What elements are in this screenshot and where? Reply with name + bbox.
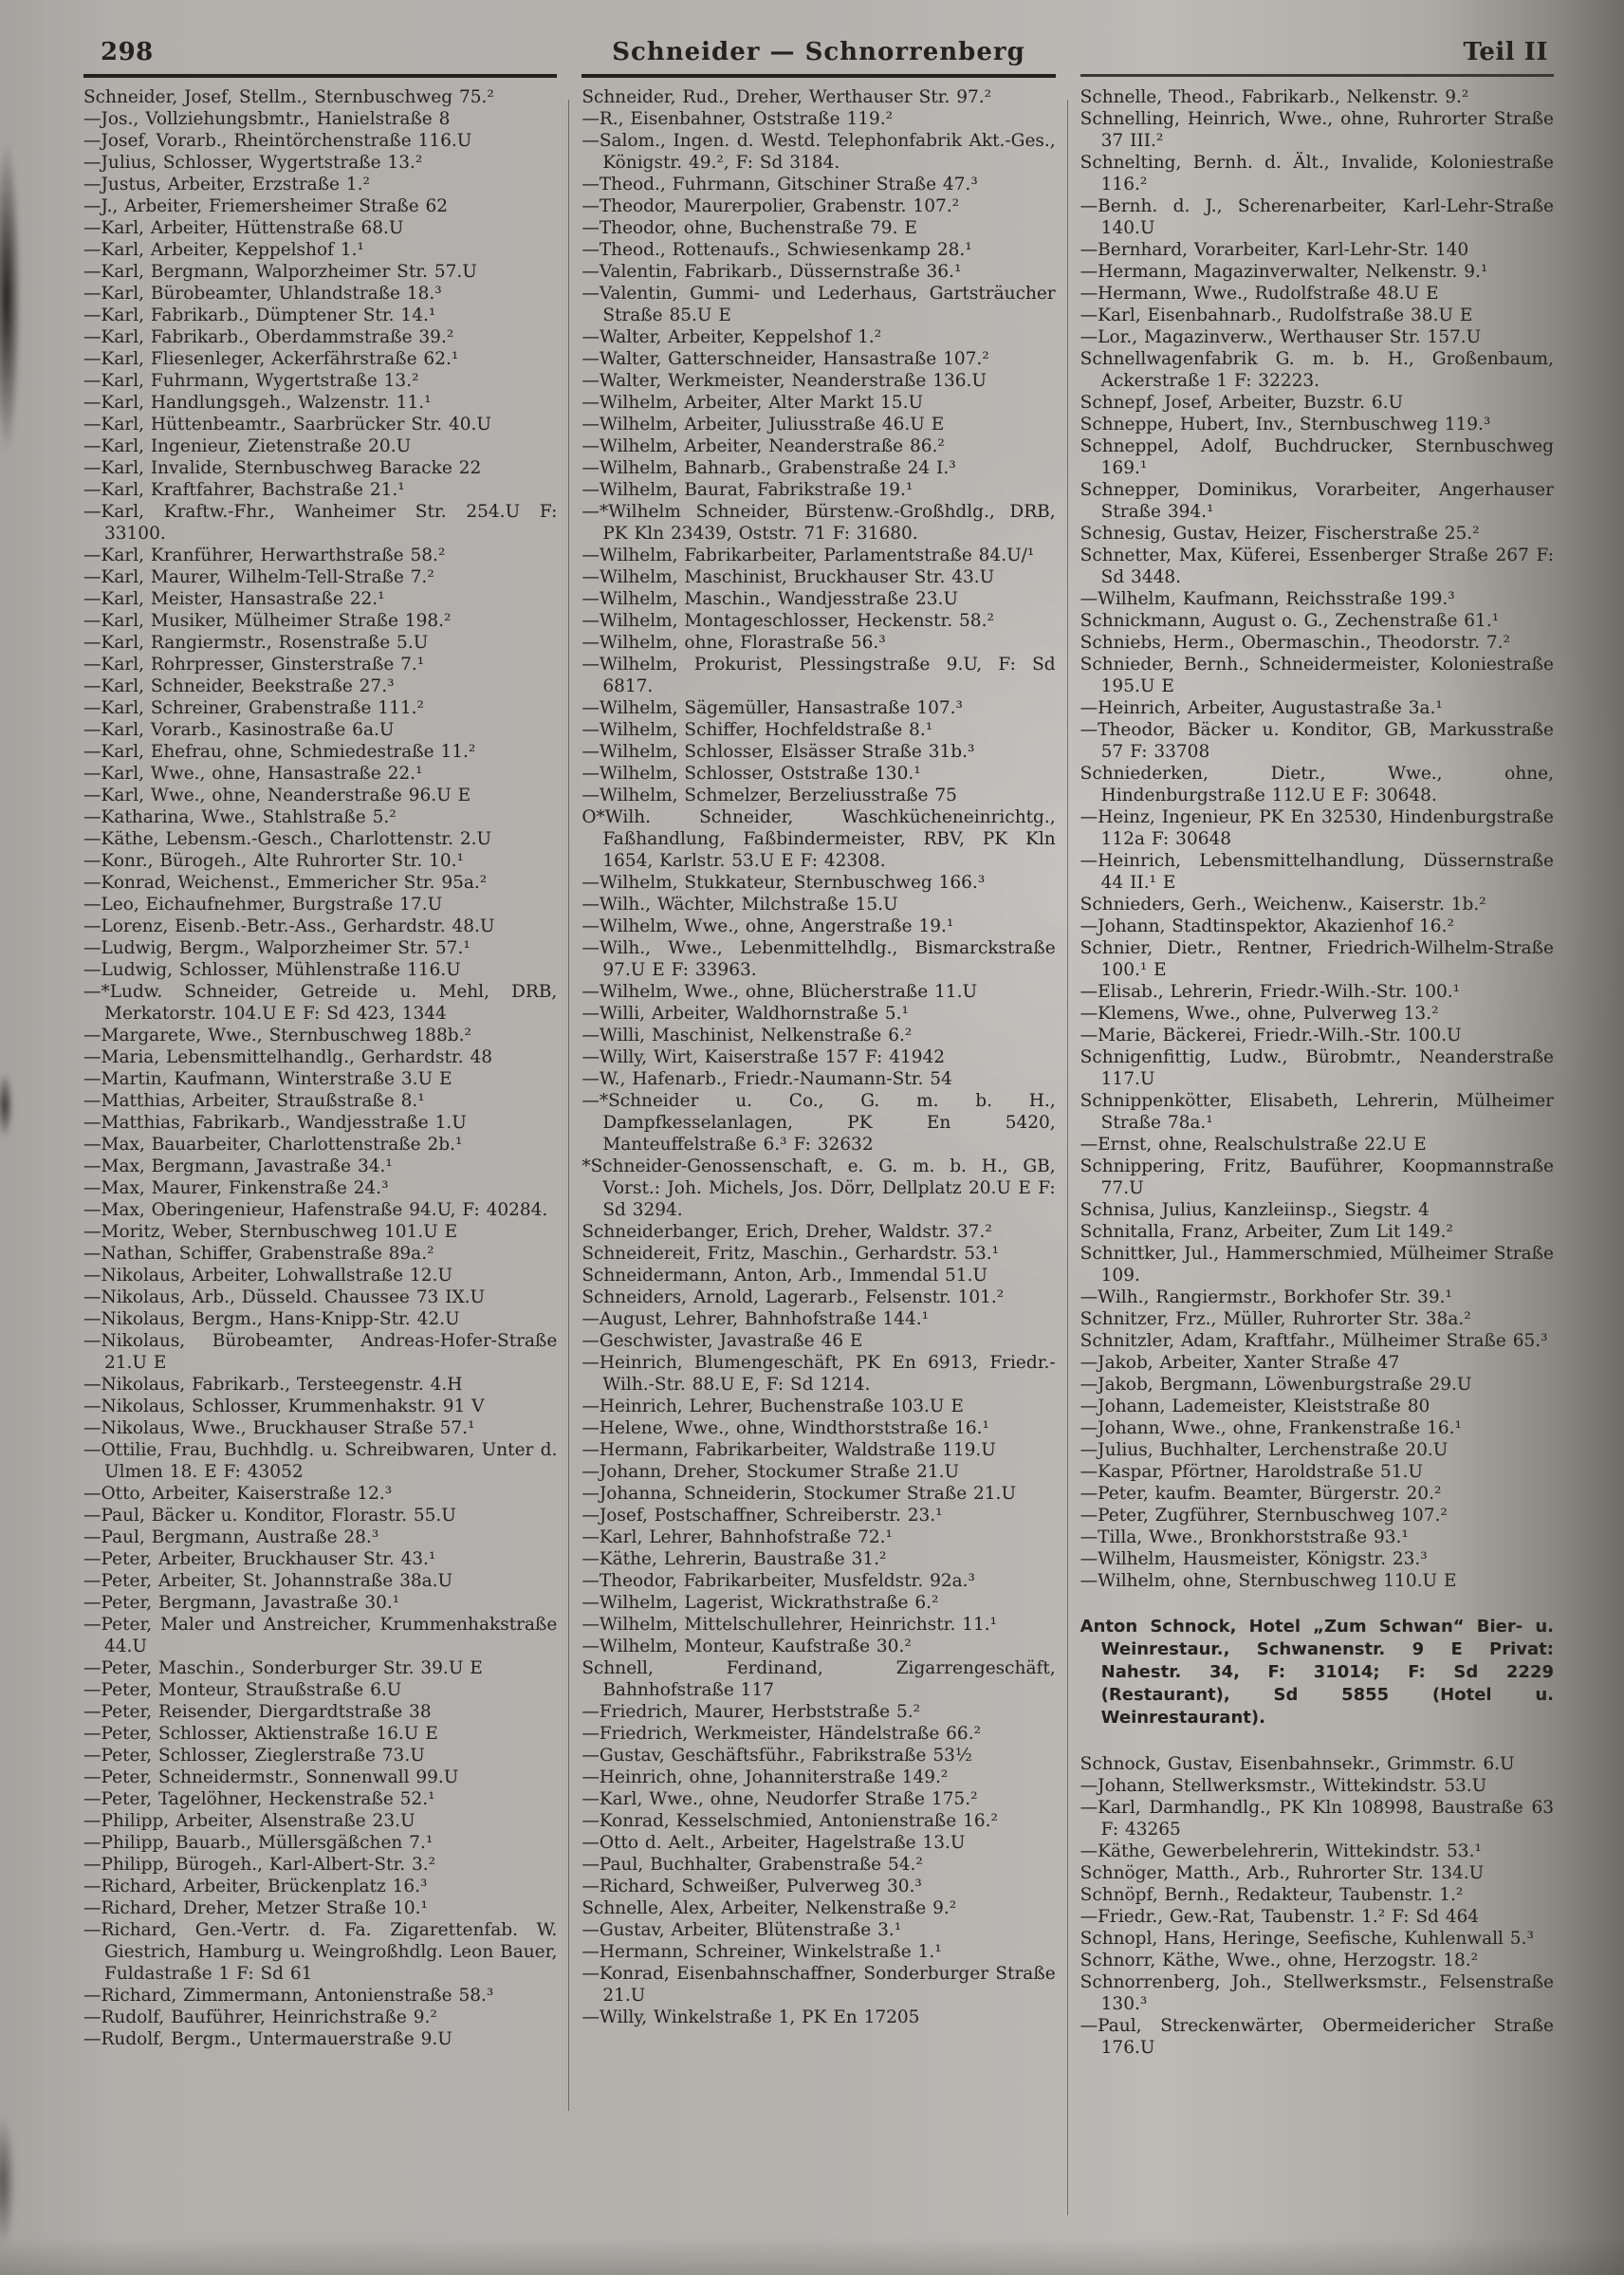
directory-entry: Schneiderbanger, Erich, Dreher, Waldstr. 37.² [581, 1222, 992, 1242]
directory-entry: —Karl, Kraftfahrer, Bachstraße 21.¹ [83, 480, 405, 500]
directory-entry: —Nikolaus, Arb., Düsseld. Chaussee 73 IX.U [83, 1287, 486, 1307]
directory-entry: O*Wilh. Schneider, Waschkücheneinrichtg., Faßhandlung, Faßbindermeister, RBV, PK Kln 1654, Karlstr. 53.U E F: 42308. [581, 807, 1056, 871]
directory-entry: —Martin, Kaufmann, Winterstraße 3.U E [83, 1069, 452, 1089]
header-rule [83, 74, 1554, 78]
directory-entry: —Karl, Invalide, Sternbuschweg Baracke 22 [83, 458, 482, 478]
directory-entry: —Peter, Maler und Anstreicher, Krummenhakstraße 44.U [83, 1615, 558, 1656]
directory-entry: —Johann, Stellwerksmstr., Wittekindstr. 53.U [1080, 1776, 1487, 1796]
directory-entry: Schneider, Rud., Dreher, Werthauser Str. 97.² [581, 87, 992, 107]
directory-entry: —Josef, Vorarb., Rheintörchenstraße 116.U [83, 131, 472, 151]
directory-entry: —Otto d. Aelt., Arbeiter, Hagelstraße 13.U [581, 1833, 966, 1853]
directory-entry: —Matthias, Arbeiter, Straußstraße 8.¹ [83, 1091, 425, 1111]
directory-entry: Schnelle, Theod., Fabrikarb., Nelkenstr. 9.² [1080, 87, 1469, 107]
page-bottom-shadow [0, 2237, 1624, 2275]
directory-entry: —Wilhelm, Maschin., Wandjesstraße 23.U [581, 589, 959, 609]
directory-entry: —Heinrich, ohne, Johanniterstraße 149.² [581, 1767, 949, 1787]
directory-entry: —Helene, Wwe., ohne, Windthorststraße 16.¹ [581, 1418, 989, 1438]
directory-entry: —Heinrich, Lebensmittelhandlung, Düssernstraße 44 II.¹ E [1080, 851, 1554, 893]
directory-entry: *Schneider-Genossenschaft, e. G. m. b. H., GB, Vorst.: Joh. Michels, Jos. Dörr, Dellplatz 20.U E F: Sd 3294. [581, 1156, 1056, 1220]
directory-entry: —Walter, Werkmeister, Neanderstraße 136.U [581, 371, 987, 391]
section-label: Teil II [1463, 38, 1548, 66]
directory-entry: —Klemens, Wwe., ohne, Pulverweg 13.² [1080, 1004, 1439, 1024]
directory-entry: —Wilhelm, Baurat, Fabrikstraße 19.¹ [581, 480, 914, 500]
directory-entry: —Karl, Handlungsgeh., Walzenstr. 11.¹ [83, 393, 432, 413]
directory-entry: —Karl, Wwe., ohne, Neudorfer Straße 175.² [581, 1789, 978, 1809]
directory-entry: —Konrad, Eisenbahnschaffner, Sonderburger Straße 21.U [581, 1964, 1056, 2006]
directory-entry: —Peter, Schneidermstr., Sonnenwall 99.U [83, 1767, 459, 1787]
directory-entry: —Wilhelm, Mittelschullehrer, Heinrichstr. 11.¹ [581, 1615, 998, 1635]
directory-entry: —Peter, Bergmann, Javastraße 30.¹ [83, 1593, 400, 1613]
directory-entry: —Josef, Postschaffner, Schreiberstr. 23.¹ [581, 1506, 943, 1526]
directory-entry: —Theodor, Fabrikarbeiter, Musfeldstr. 92a.³ [581, 1571, 975, 1591]
directory-entry: —Käthe, Gewerbelehrerin, Wittekindstr. 53.¹ [1080, 1841, 1482, 1861]
directory-entry: —Konrad, Kesselschmied, Antonienstraße 16.² [581, 1811, 998, 1831]
directory-entry: Schneider, Josef, Stellm., Sternbuschweg 75.² [83, 87, 494, 107]
directory-entry: —Peter, Tagelöhner, Heckenstraße 52.¹ [83, 1789, 435, 1809]
directory-entry: —Karl, Fabrikarb., Oberdammstraße 39.² [83, 327, 454, 347]
directory-entry: —Jakob, Bergmann, Löwenburgstraße 29.U [1080, 1375, 1472, 1395]
directory-entry: —Richard, Arbeiter, Brückenplatz 16.³ [83, 1877, 428, 1896]
directory-entry: —Lorenz, Eisenb.-Betr.-Ass., Gerhardstr. 48.U [83, 916, 495, 936]
directory-entry: —Konr., Bürogeh., Alte Ruhrorter Str. 10.¹ [83, 851, 464, 871]
directory-entry: —Willy, Winkelstraße 1, PK En 17205 [581, 2007, 920, 2027]
directory-entry: —Wilhelm, Arbeiter, Alter Markt 15.U [581, 393, 924, 413]
directory-entry: —Konrad, Weichenst., Emmericher Str. 95a.² [83, 873, 488, 893]
directory-entry: Schnelling, Heinrich, Wwe., ohne, Ruhrorter Straße 37 III.² [1080, 109, 1554, 151]
directory-entry: —Wilhelm, Schmelzer, Berzeliusstraße 75 [581, 786, 957, 805]
directory-entry: —Theod., Fuhrmann, Gitschiner Straße 47.³ [581, 175, 978, 194]
directory-entry: Schnitzler, Adam, Kraftfahr., Mülheimer Straße 65.³ [1080, 1331, 1548, 1351]
directory-entry: Schnitzer, Frz., Müller, Ruhrorter Str. 38a.² [1080, 1309, 1471, 1329]
header-rule-segment [1080, 74, 1554, 77]
directory-entry: —Heinz, Ingenieur, PK En 32530, Hindenburgstraße 112a F: 30648 [1080, 807, 1554, 849]
directory-entry: —*Ludw. Schneider, Getreide u. Mehl, DRB, Merkatorstr. 104.U E F: Sd 423, 1344 [83, 982, 558, 1024]
directory-entry: —Wilhelm, Arbeiter, Neanderstraße 86.² [581, 436, 945, 456]
directory-entry: Schnepf, Josef, Arbeiter, Buzstr. 6.U [1080, 393, 1404, 413]
directory-entry: Schnigenfittig, Ludw., Bürobmtr., Neanderstraße 117.U [1080, 1047, 1554, 1089]
directory-entry: —Wilhelm, Maschinist, Bruckhauser Str. 43.U [581, 567, 995, 587]
directory-entry: Schnopl, Hans, Heringe, Seefische, Kuhlenwall 5.³ [1080, 1929, 1534, 1949]
directory-entry: —Wilhelm, Arbeiter, Juliusstraße 46.U E [581, 415, 945, 435]
directory-entry: Schneidermann, Anton, Arb., Immendal 51.U [581, 1266, 988, 1285]
directory-entry: —Gustav, Arbeiter, Blütenstraße 3.¹ [581, 1920, 902, 1940]
directory-entry: —Karl, Bürobeamter, Uhlandstraße 18.³ [83, 284, 442, 304]
directory-entry: —Wilhelm, Monteur, Kaufstraße 30.² [581, 1637, 912, 1656]
directory-entry: —Rudolf, Bauführer, Heinrichstraße 9.² [83, 2007, 437, 2027]
directory-entry: —Karl, Wwe., ohne, Neanderstraße 96.U E [83, 786, 471, 805]
page-header [83, 38, 1554, 66]
directory-entry: —August, Lehrer, Bahnhofstraße 144.¹ [581, 1309, 930, 1329]
directory-entry: Schnetter, Max, Küferei, Essenberger Straße 267 F: Sd 3448. [1080, 546, 1554, 587]
directory-entry: Schnepper, Dominikus, Vorarbeiter, Angerhauser Straße 394.¹ [1080, 480, 1554, 522]
directory-entry: —Wilhelm, Kaufmann, Reichsstraße 199.³ [1080, 589, 1455, 609]
directory-entry: Schnier, Dietr., Rentner, Friedrich-Wilhelm-Straße 100.¹ E [1080, 938, 1554, 980]
directory-entry: —Karl, Kraftw.-Fhr., Wanheimer Str. 254.U F: 33100. [83, 502, 558, 544]
directory-entry: —Wilhelm, Fabrikarbeiter, Parlamentstraße 84.U/¹ [581, 546, 1035, 565]
directory-entry: —Wilhelm, ohne, Sternbuschweg 110.U E [1080, 1571, 1457, 1591]
directory-entry: —Karl, Musiker, Mülheimer Straße 198.² [83, 611, 452, 631]
directory-entry: —Wilhelm, ohne, Florastraße 56.³ [581, 633, 886, 653]
directory-entry: —Friedr., Gew.-Rat, Taubenstr. 1.² F: Sd 464 [1080, 1907, 1480, 1927]
directory-entry: —Johann, Wwe., ohne, Frankenstraße 16.¹ [1080, 1418, 1462, 1438]
directory-entry: —Ludwig, Bergm., Walporzheimer Str. 57.¹ [83, 938, 471, 958]
directory-entry: —Salom., Ingen. d. Westd. Telephonfabrik Akt.-Ges., Königstr. 49.², F: Sd 3184. [581, 131, 1056, 173]
directory-entry: —Friedrich, Maurer, Herbststraße 5.² [581, 1702, 921, 1722]
directory-entry: Schnieders, Gerh., Weichenw., Kaiserstr. 1b.² [1080, 895, 1486, 915]
directory-entry: —Margarete, Wwe., Sternbuschweg 188b.² [83, 1026, 471, 1045]
directory-entry: —Paul, Bäcker u. Konditor, Florastr. 55.U [83, 1506, 456, 1526]
directory-entry: Schnesig, Gustav, Heizer, Fischerstraße 25.² [1080, 524, 1480, 544]
directory-entry: —Heinrich, Arbeiter, Augustastraße 3a.¹ [1080, 698, 1443, 718]
directory-entry: —Nikolaus, Wwe., Bruckhauser Straße 57.¹ [83, 1418, 475, 1438]
directory-entry: Schneppe, Hubert, Inv., Sternbuschweg 119.³ [1080, 415, 1491, 435]
column-divider-rule [568, 100, 569, 2111]
directory-entry: —Otto, Arbeiter, Kaiserstraße 12.³ [83, 1484, 393, 1504]
directory-entry: —Hermann, Schreiner, Winkelstraße 1.¹ [581, 1942, 942, 1962]
directory-entry: —Karl, Schreiner, Grabenstraße 111.² [83, 698, 424, 718]
directory-entry: —Karl, Fliesenleger, Ackerfährstraße 62.¹ [83, 349, 459, 369]
directory-entry: —Peter, Arbeiter, Bruckhauser Str. 43.¹ [83, 1549, 436, 1569]
directory-entry: —Willi, Arbeiter, Waldhornstraße 5.¹ [581, 1004, 909, 1024]
directory-entry: Schnell, Ferdinand, Zigarrengeschäft, Bahnhofstraße 117 [581, 1658, 1056, 1700]
scan-ink-smudge [0, 140, 21, 453]
directory-entry: —Wilhelm, Hausmeister, Königstr. 23.³ [1080, 1549, 1428, 1569]
directory-entry: —Peter, Monteur, Straußstraße 6.U [83, 1680, 402, 1700]
directory-entry: —Heinrich, Blumengeschäft, PK En 6913, Friedr.-Wilh.-Str. 88.U E, F: Sd 1214. [581, 1353, 1056, 1395]
directory-entry: —Jos., Vollziehungsbmtr., Hanielstraße 8 [83, 109, 451, 129]
directory-entry: —Friedrich, Werkmeister, Händelstraße 66.² [581, 1724, 981, 1744]
scan-ink-smudge [0, 2116, 15, 2248]
page-number: 298 [101, 38, 154, 66]
directory-entry: —Matthias, Fabrikarb., Wandjesstraße 1.U [83, 1113, 467, 1133]
directory-entry: —Ottilie, Frau, Buchhdlg. u. Schreibwaren, Unter d. Ulmen 18. E F: 43052 [83, 1440, 558, 1482]
directory-entry: —Karl, Eisenbahnarb., Rudolfstraße 38.U E [1080, 305, 1473, 325]
directory-entry: —Richard, Gen.-Vertr. d. Fa. Zigarettenfab. W. Giestrich, Hamburg u. Weingroßhdlg. Leon Bauer, Fuldastraße 1 F: Sd 61 [83, 1920, 558, 1984]
directory-entry: —Wilhelm, Montageschlosser, Heckenstr. 58.² [581, 611, 994, 631]
directory-entry: Schnock, Gustav, Eisenbahnsekr., Grimmstr. 6.U [1080, 1754, 1515, 1774]
directory-entry: —Hermann, Wwe., Rudolfstraße 48.U E [1080, 284, 1439, 304]
directory-entry: —Philipp, Bauarb., Müllersgäßchen 7.¹ [83, 1833, 434, 1853]
directory-entry: —Elisab., Lehrerin, Friedr.-Wilh.-Str. 100.¹ [1080, 982, 1461, 1002]
directory-entry: —Peter, Reisender, Diergardtstraße 38 [83, 1702, 432, 1722]
directory-entry: —Kaspar, Pförtner, Haroldstraße 51.U [1080, 1462, 1423, 1482]
directory-entry: —Willi, Maschinist, Nelkenstraße 6.² [581, 1026, 913, 1045]
directory-entry: Schnittker, Jul., Hammerschmied, Mülheimer Straße 109. [1080, 1244, 1554, 1285]
directory-entry: —R., Eisenbahner, Oststraße 119.² [581, 109, 894, 129]
directory-entry: —Karl, Ingenieur, Zietenstraße 20.U [83, 436, 412, 456]
directory-entry: —Paul, Buchhalter, Grabenstraße 54.² [581, 1855, 923, 1875]
directory-entry: —Julius, Schlosser, Wygertstraße 13.² [83, 153, 423, 173]
directory-entry: —Karl, Arbeiter, Hüttenstraße 68.U [83, 218, 404, 238]
directory-entry: Schnellwagenfabrik G. m. b. H., Großenbaum, Ackerstraße 1 F: 32223. [1080, 349, 1554, 391]
header-rule-segment [581, 74, 1055, 78]
directory-entry: —Theod., Rottenaufs., Schwiesenkamp 28.¹ [581, 240, 972, 260]
directory-entry: —Peter, kaufm. Beamter, Bürgerstr. 20.² [1080, 1484, 1442, 1504]
directory-entry: —Leo, Eichaufnehmer, Burgstraße 17.U [83, 895, 443, 915]
directory-entry: Schnöger, Matth., Arb., Ruhrorter Str. 134.U [1080, 1863, 1485, 1883]
directory-entry: —Max, Bergmann, Javastraße 34.¹ [83, 1156, 393, 1176]
directory-entry: —Wilhelm, Stukkateur, Sternbuschweg 166.³ [581, 873, 986, 893]
directory-entry: —Nikolaus, Bergm., Hans-Knipp-Str. 42.U [83, 1309, 460, 1329]
directory-entry: Schnisa, Julius, Kanzleiinsp., Siegstr. 4 [1080, 1200, 1430, 1220]
directory-entry: —Karl, Rohrpresser, Ginsterstraße 7.¹ [83, 655, 425, 675]
directory-entry: Schnickmann, August o. G., Zechenstraße 61.¹ [1080, 611, 1500, 631]
scan-ink-smudge [0, 1072, 13, 1138]
column-left [83, 86, 557, 2059]
directory-entry: —Max, Bauarbeiter, Charlottenstraße 2b.¹ [83, 1135, 463, 1155]
directory-entry: —Karl, Vorarb., Kasinostraße 6a.U [83, 720, 395, 740]
directory-entry: —Geschwister, Javastraße 46 E [581, 1331, 863, 1351]
directory-columns [83, 86, 1554, 2059]
running-title: Schneider — Schnorrenberg [612, 38, 1025, 66]
directory-entry: —Maria, Lebensmittelhandlg., Gerhardstr. 48 [83, 1047, 492, 1067]
directory-entry: —Wilhelm, Schlosser, Oststraße 130.¹ [581, 764, 921, 784]
directory-entry: —Nikolaus, Schlosser, Krummenhakstr. 91 V [83, 1396, 485, 1416]
directory-entry: —Karl, Darmhandlg., PK Kln 108998, Baustraße 63 F: 43265 [1080, 1798, 1554, 1840]
directory-entry: —Hermann, Fabrikarbeiter, Waldstraße 119.U [581, 1440, 996, 1460]
directory-entry: —Käthe, Lebensm.-Gesch., Charlottenstr. 2.U [83, 829, 492, 849]
directory-entry: —Karl, Fuhrmann, Wygertstraße 13.² [83, 371, 419, 391]
column-divider-rule [1067, 100, 1068, 2215]
directory-entry: —Max, Maurer, Finkenstraße 24.³ [83, 1178, 389, 1198]
directory-entry: —Ernst, ohne, Realschulstraße 22.U E [1080, 1135, 1427, 1155]
directory-entry: —Lor., Magazinverw., Werthauser Str. 157.U [1080, 327, 1482, 347]
directory-entry: Schnelle, Alex, Arbeiter, Nelkenstraße 9.² [581, 1898, 957, 1918]
directory-entry: —Marie, Bäckerei, Friedr.-Wilh.-Str. 100.U [1080, 1026, 1462, 1045]
directory-entry: Schnitalla, Franz, Arbeiter, Zum Lit 149.² [1080, 1222, 1453, 1242]
directory-entry: —Theodor, Maurerpolier, Grabenstr. 107.² [581, 196, 960, 216]
directory-entry: —Valentin, Gummi- und Lederhaus, Gartsträucher Straße 85.U E [581, 284, 1056, 325]
directory-entry: —Paul, Streckenwärter, Obermeidericher Straße 176.U [1080, 2016, 1554, 2058]
directory-entry: —Peter, Arbeiter, St. Johannstraße 38a.U [83, 1571, 453, 1591]
directory-entry: —Hermann, Magazinverwalter, Nelkenstr. 9.¹ [1080, 262, 1488, 282]
directory-entry: —Karl, Ehefrau, ohne, Schmiedestraße 11.² [83, 742, 476, 762]
directory-entry: —Wilhelm, Sägemüller, Hansastraße 107.³ [581, 698, 963, 718]
directory-entry: —Nathan, Schiffer, Grabenstraße 89a.² [83, 1244, 434, 1264]
directory-entry: Schniebs, Herm., Obermaschin., Theodorstr. 7.² [1080, 633, 1510, 653]
directory-entry: Schneppel, Adolf, Buchdrucker, Sternbuschweg 169.¹ [1080, 436, 1554, 478]
directory-entry: Schnorr, Käthe, Wwe., ohne, Herzogstr. 18.² [1080, 1951, 1479, 1970]
directory-entry: —Karl, Kranführer, Herwarthstraße 58.² [83, 546, 446, 565]
directory-entry: —Karl, Fabrikarb., Dümptener Str. 14.¹ [83, 305, 436, 325]
directory-entry: —Karl, Wwe., ohne, Hansastraße 22.¹ [83, 764, 423, 784]
header-rule-segment [83, 74, 557, 78]
column-center [581, 86, 1055, 2059]
directory-entry: —*Wilhelm Schneider, Bürstenw.-Großhdlg., DRB, PK Kln 23439, Oststr. 71 F: 31680. [581, 502, 1056, 544]
directory-entry: —Karl, Rangiermstr., Rosenstraße 5.U [83, 633, 429, 653]
directory-entry: —Gustav, Geschäftsführ., Fabrikstraße 53½ [581, 1746, 972, 1766]
directory-entry: —Wilhelm, Schlosser, Elsässer Straße 31b.³ [581, 742, 975, 762]
directory-entry: —Peter, Schlosser, Aktienstraße 16.U E [83, 1724, 438, 1744]
directory-entry: —Justus, Arbeiter, Erzstraße 1.² [83, 175, 370, 194]
directory-entry: —Peter, Schlosser, Zieglerstraße 73.U [83, 1746, 425, 1766]
directory-entry: —Heinrich, Lehrer, Buchenstraße 103.U E [581, 1396, 964, 1416]
directory-entry: —Wilhelm, Prokurist, Plessingstraße 9.U, F: Sd 6817. [581, 655, 1056, 696]
directory-entry: —Wilhelm, Lagerist, Wickrathstraße 6.² [581, 1593, 939, 1613]
directory-entry: —Wilhelm, Bahnarb., Grabenstraße 24 I.³ [581, 458, 956, 478]
directory-entry: —*Schneider u. Co., G. m. b. H., Dampfkesselanlagen, PK En 5420, Manteuffelstraße 6.³ F: 32632 [581, 1091, 1056, 1155]
directory-entry: —Karl, Arbeiter, Keppelshof 1.¹ [83, 240, 364, 260]
directory-entry: —W., Hafenarb., Friedr.-Naumann-Str. 54 [581, 1069, 952, 1089]
directory-entry: Schniederken, Dietr., Wwe., ohne, Hindenburgstraße 112.U E F: 30648. [1080, 764, 1554, 805]
directory-entry: —Richard, Dreher, Metzer Straße 10.¹ [83, 1898, 428, 1918]
directory-entry: Anton Schnock, Hotel „Zum Schwan“ Bier- u. Weinrestaur., Schwanenstr. 9 E Privat: Nahestr. 34, F: 31014; F: Sd 2229 (Restaurant), Sd 5855 (Hotel u. Weinrestaurant). [1080, 1617, 1554, 1728]
directory-entry: —J., Arbeiter, Friemersheimer Straße 62 [83, 196, 449, 216]
directory-entry: —Rudolf, Bergm., Untermauerstraße 9.U [83, 2029, 452, 2049]
directory-entry: —Moritz, Weber, Sternbuschweg 101.U E [83, 1222, 458, 1242]
directory-entry: —Karl, Bergmann, Walporzheimer Str. 57.U [83, 262, 477, 282]
directory-entry: —Philipp, Arbeiter, Alsenstraße 23.U [83, 1811, 415, 1831]
directory-entry: Schneidereit, Fritz, Maschin., Gerhardstr. 53.¹ [581, 1244, 1000, 1264]
directory-entry: —Tilla, Wwe., Bronkhorststraße 93.¹ [1080, 1527, 1409, 1547]
directory-entry: Schnelting, Bernh. d. Ält., Invalide, Koloniestraße 116.² [1080, 153, 1554, 194]
directory-entry: —Walter, Gatterschneider, Hansastraße 107.² [581, 349, 989, 369]
directory-entry: —Richard, Zimmermann, Antonienstraße 58.³ [83, 1986, 494, 2006]
directory-entry: —Wilhelm, Schiffer, Hochfeldstraße 8.¹ [581, 720, 933, 740]
directory-entry: —Bernhard, Vorarbeiter, Karl-Lehr-Str. 140 [1080, 240, 1469, 260]
directory-entry: —Philipp, Bürogeh., Karl-Albert-Str. 3.² [83, 1855, 436, 1875]
directory-entry: —Bernh. d. J., Scherenarbeiter, Karl-Lehr-Straße 140.U [1080, 196, 1554, 238]
directory-entry: Schnöpf, Bernh., Redakteur, Taubenstr. 1.² [1080, 1885, 1464, 1905]
directory-entry: —Wilh., Rangiermstr., Borkhofer Str. 39.¹ [1080, 1287, 1452, 1307]
directory-entry: —Käthe, Lehrerin, Baustraße 31.² [581, 1549, 887, 1569]
column-right [1080, 86, 1554, 2059]
directory-entry: —Theodor, Bäcker u. Konditor, GB, Markusstraße 57 F: 33708 [1080, 720, 1554, 762]
directory-entry: —Jakob, Arbeiter, Xanter Straße 47 [1080, 1353, 1400, 1373]
directory-entry: —Karl, Meister, Hansastraße 22.¹ [83, 589, 385, 609]
directory-entry: —Karl, Schneider, Beekstraße 27.³ [83, 676, 395, 696]
directory-entry: —Johann, Lademeister, Kleiststraße 80 [1080, 1396, 1430, 1416]
directory-entry: —Nikolaus, Fabrikarb., Tersteegenstr. 4.H [83, 1375, 463, 1395]
directory-entry: —Paul, Bergmann, Austraße 28.³ [83, 1527, 379, 1547]
directory-entry: —Katharina, Wwe., Stahlstraße 5.² [83, 807, 397, 827]
directory-page [83, 38, 1554, 2059]
directory-entry: —Wilhelm, Wwe., ohne, Blücherstraße 11.U [581, 982, 978, 1002]
directory-entry: —Karl, Maurer, Wilhelm-Tell-Straße 7.² [83, 567, 434, 587]
directory-entry: —Willy, Wirt, Kaiserstraße 157 F: 41942 [581, 1047, 946, 1067]
directory-entry: Schneiders, Arnold, Lagerarb., Felsenstr. 101.² [581, 1287, 1005, 1307]
directory-entry: —Karl, Hüttenbeamtr., Saarbrücker Str. 40.U [83, 415, 492, 435]
directory-entry: —Nikolaus, Bürobeamter, Andreas-Hofer-Straße 21.U E [83, 1331, 558, 1373]
directory-entry: —Wilhelm, Wwe., ohne, Angerstraße 19.¹ [581, 916, 954, 936]
directory-entry: —Theodor, ohne, Buchenstraße 79. E [581, 218, 917, 238]
directory-entry: —Max, Oberingenieur, Hafenstraße 94.U, F: 40284. [83, 1200, 548, 1220]
directory-entry: —Peter, Maschin., Sonderburger Str. 39.U E [83, 1658, 483, 1678]
directory-entry: —Peter, Zugführer, Sternbuschweg 107.² [1080, 1506, 1448, 1526]
directory-entry: Schnippenkötter, Elisabeth, Lehrerin, Mülheimer Straße 78a.¹ [1080, 1091, 1554, 1133]
directory-entry: Schnippering, Fritz, Bauführer, Koopmannstraße 77.U [1080, 1156, 1554, 1198]
directory-entry: —Johann, Stadtinspektor, Akazienhof 16.² [1080, 916, 1454, 936]
directory-entry: —Valentin, Fabrikarb., Düssernstraße 36.¹ [581, 262, 962, 282]
directory-entry: —Julius, Buchhalter, Lerchenstraße 20.U [1080, 1440, 1449, 1460]
directory-entry: —Ludwig, Schlosser, Mühlenstraße 116.U [83, 960, 461, 980]
directory-entry: —Wilh., Wwe., Lebenmittelhdlg., Bismarckstraße 97.U E F: 33963. [581, 938, 1056, 980]
directory-entry: —Karl, Lehrer, Bahnhofstraße 72.¹ [581, 1527, 893, 1547]
directory-entry: Schnorrenberg, Joh., Stellwerksmstr., Felsenstraße 130.³ [1080, 1972, 1554, 2014]
directory-entry: —Richard, Schweißer, Pulverweg 30.³ [581, 1877, 922, 1896]
directory-entry: Schnieder, Bernh., Schneidermeister, Koloniestraße 195.U E [1080, 655, 1554, 696]
directory-entry: —Wilh., Wächter, Milchstraße 15.U [581, 895, 898, 915]
directory-entry: —Walter, Arbeiter, Keppelshof 1.² [581, 327, 882, 347]
directory-entry: —Johann, Dreher, Stockumer Straße 21.U [581, 1462, 960, 1482]
directory-entry: —Johanna, Schneiderin, Stockumer Straße 21.U [581, 1484, 1017, 1504]
directory-entry: —Nikolaus, Arbeiter, Lohwallstraße 12.U [83, 1266, 452, 1285]
